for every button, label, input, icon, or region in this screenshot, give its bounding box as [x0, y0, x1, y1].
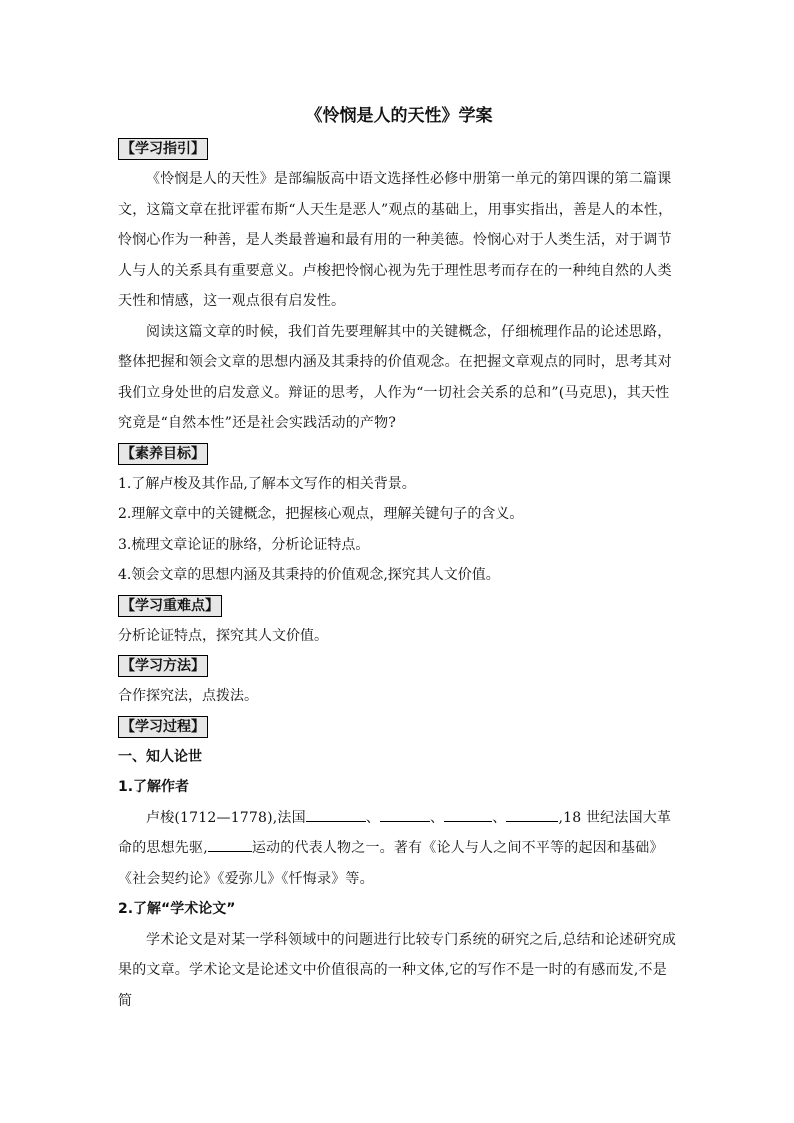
author-text-b: ,18 世纪法国大革命的思想先驱, — [118, 809, 672, 856]
author-separator-2: 、 — [430, 809, 445, 826]
goal-item-2: 2.理解文章中的关键概念，把握核心观点，理解关键句子的含义。 — [118, 506, 524, 522]
section-heading-methods: 【学习方法】 — [118, 655, 208, 677]
section-heading-guide: 【学习指引】 — [118, 138, 208, 160]
document-title: 《怜悯是人的天性》学案 — [305, 106, 493, 126]
section-heading-goals: 【素养目标】 — [118, 443, 208, 465]
goal-item-1: 1.了解卢梭及其作品,了解本文写作的相关背景。 — [118, 475, 416, 492]
fill-blank-5[interactable] — [208, 837, 252, 852]
author-separator-3: 、 — [492, 809, 507, 826]
goal-item-4: 4.领会文章的思想内涵及其秉持的价值观念,探究其人文价值。 — [118, 567, 500, 583]
fill-blank-3[interactable] — [444, 807, 492, 822]
author-text-c: 运动的代表人物之一。著有《论人与人之间不平等的起因和基础》《社会契约论》《爱弥儿》《忏悔录》等。 — [118, 840, 664, 887]
methods-text: 合作探究法，点拨法。 — [118, 688, 258, 704]
process-part-1-title: 一、知人论世 — [118, 748, 202, 765]
guide-paragraph-1: 《怜悯是人的天性》是部编版高中语文选择性必修中册第一单元的第四课的第二篇课文，这篇文章在批评霍布斯“人天生是恶人”观点的基础上，用事实指出，善是人的本性，怜悯心作为一种善，是人类最普遍和最有用的一种美德。怜悯心对于人类生活，对于调节人与人的关系具有重要意义。卢梭把怜悯心视为先于理性思考而存在的一种纯自然的人类天性和情感，这一观点很有启发性。 — [118, 171, 673, 309]
author-separator-1: 、 — [365, 809, 381, 826]
essay-paragraph: 学术论文是对某一学科领域中的问题进行比较专门系统的研究之后,总结和论述研究成果的文章。学术论文是论述文中价值很高的一种文体,它的写作不是一时的有感而发,不是简 — [118, 931, 677, 1009]
fill-blank-2[interactable] — [380, 807, 430, 822]
key-points-text: 分析论证特点，探究其人文价值。 — [118, 627, 328, 644]
goal-item-3: 3.梳理文章论证的脉络，分析论证特点。 — [118, 536, 370, 553]
fill-blank-4[interactable] — [506, 807, 558, 822]
section-heading-process: 【学习过程】 — [118, 716, 208, 738]
document-page — [118, 104, 680, 1016]
author-paragraph — [118, 803, 680, 895]
process-sub-2-title: 2.了解“学术论文” — [118, 901, 236, 917]
section-heading-key-points: 【学习重难点】 — [118, 595, 222, 617]
guide-paragraph-2: 阅读这篇文章的时候，我们首先要理解其中的关键概念，仔细梳理作品的论述思路，整体把握和领会文章的思想内涵及其秉持的价值观念。在把握文章观点的同时，思考其对我们立身处世的启发意义。辩证的思考，人作为“一切社会关系的总和”(马克思)，其天性究竟是“自然本性”还是社会实践活动的产物? — [118, 323, 672, 431]
fill-blank-1[interactable] — [306, 807, 366, 822]
process-sub-1-title: 1.了解作者 — [118, 779, 190, 795]
author-text-a: 卢梭(1712—1778),法国 — [146, 809, 306, 826]
